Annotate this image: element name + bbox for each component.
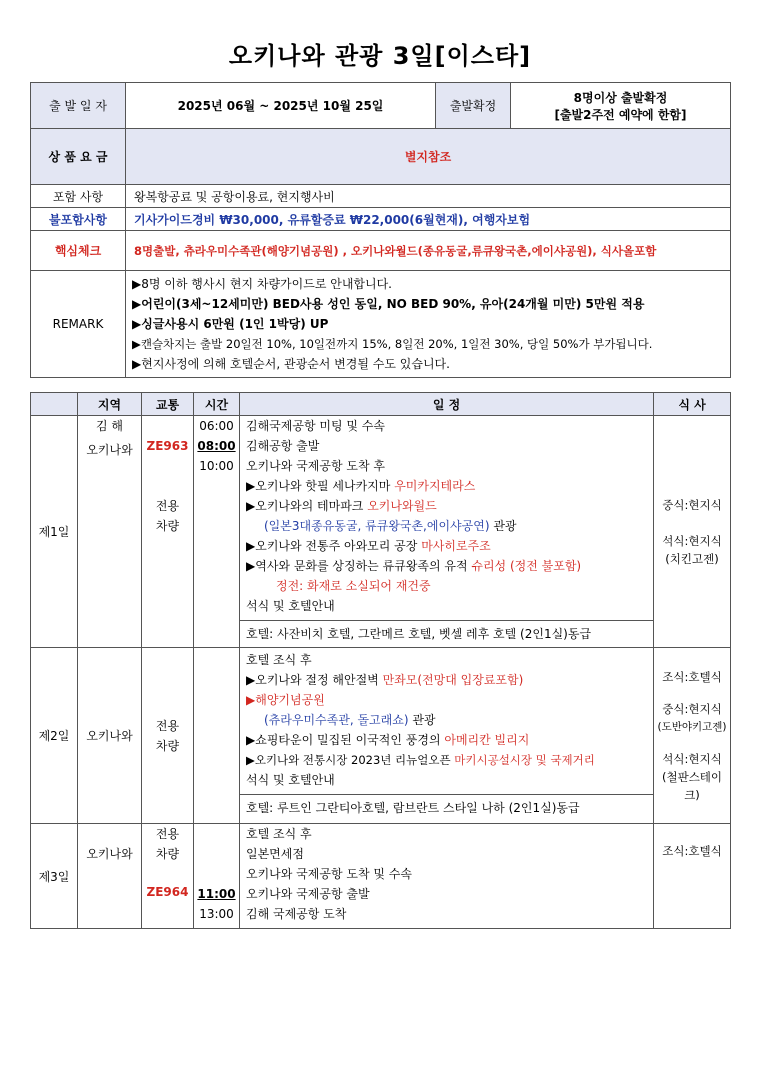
meal-line: 조식:호텔식	[662, 669, 722, 684]
day2-transport1: 전용	[155, 718, 180, 733]
day2-time	[194, 648, 240, 824]
schedule-line: 김해공항 출발	[246, 439, 320, 453]
day1-time3: 10:00	[199, 459, 234, 473]
schedule-line	[246, 730, 647, 750]
remark-list	[126, 271, 731, 378]
day3-transport1: 전용	[155, 827, 180, 841]
col-meal: 식 사	[654, 393, 731, 416]
remark-label: REMARK	[31, 271, 126, 378]
include-value: 왕복항공료 및 공항이용료, 현지행사비	[126, 185, 731, 208]
day3-time1: 11:00	[197, 887, 236, 901]
schedule-line: 오키나와 국제공항 도착 및 수속	[246, 867, 412, 881]
day1-flight: ZE963	[146, 439, 189, 453]
schedule-line	[246, 536, 647, 556]
exclude-label: 불포함사항	[31, 208, 126, 231]
day3-time2: 13:00	[199, 907, 234, 921]
remark-item: ▶어린이(3세~12세미만) BED사용 성인 동일, NO BED 90%, 유아(24개월 미만) 5만원 적용	[132, 297, 645, 311]
schedule-text: ▶오키나와 전통시장 2023년 리뉴얼오픈	[246, 753, 455, 767]
schedule-line	[246, 750, 647, 770]
include-label: 포함 사항	[31, 185, 126, 208]
schedule-text: ▶오키나와 전통주 아와모리 공장	[246, 539, 422, 553]
schedule-highlight: (일본3대종유동굴, 류큐왕국촌,에이샤공연)	[264, 519, 490, 533]
meal-line: (도반야키고젠)	[657, 720, 727, 733]
remark-item: ▶8명 이하 행사시 현지 차량가이드로 안내합니다.	[132, 277, 392, 291]
confirm-label: 출발확정	[436, 83, 511, 129]
day1-region2: 오키나와	[86, 443, 133, 457]
schedule-line: 호텔 조식 후	[246, 827, 312, 841]
schedule-line	[246, 516, 647, 536]
day1-label: 제1일	[31, 416, 78, 648]
day3-flight: ZE964	[146, 885, 189, 899]
meal-line: 석식:현지식	[662, 751, 722, 766]
meal-line: (치킨고젠)	[665, 551, 719, 566]
day1-region1: 김 해	[96, 419, 123, 433]
schedule-highlight: (츄라우미수족관, 돌고래쇼)	[264, 713, 409, 727]
schedule-text: ▶오키나와의 테마파크	[246, 499, 368, 513]
schedule-line	[246, 496, 647, 516]
col-region: 지역	[78, 393, 142, 416]
info-table	[30, 82, 731, 378]
schedule-line: 석식 및 호텔안내	[246, 773, 335, 787]
departure-label: 출 발 일 자	[31, 83, 126, 129]
schedule-highlight: 슈리성 (정전 불포함)	[471, 559, 582, 573]
schedule-text: ▶역사와 문화를 상징하는 류큐왕족의 유적	[246, 559, 472, 573]
schedule-text: ▶쇼핑타운이 밀집된 이국적인 풍경의	[246, 733, 445, 747]
schedule-line	[246, 556, 647, 576]
schedule-line: 석식 및 호텔안내	[246, 599, 335, 613]
schedule-highlight: 오키나와월드	[367, 499, 437, 513]
price-label: 상 품 요 금	[31, 129, 126, 185]
col-transport: 교통	[142, 393, 194, 416]
day2-transport	[142, 648, 194, 824]
confirm-value	[511, 83, 731, 129]
confirm-line2: [출발2주전 예약에 한함]	[554, 107, 687, 122]
core-value: 8명출발, 츄라우미수족관(해양기념공원) , 오키나와월드(종유동굴,류큐왕국촌,에이샤공원), 식사올포함	[126, 231, 731, 271]
meal-line: (철판스테이	[661, 769, 723, 784]
day2-hotel: 호텔: 루트인 그란티아호텔, 람브란트 스타일 나하 (2인1실)동급	[240, 794, 653, 821]
day1-time2: 08:00	[197, 439, 236, 453]
day3-meal	[654, 824, 731, 929]
schedule-line: 김해국제공항 미팅 및 수속	[246, 419, 385, 433]
day2-meal	[654, 648, 731, 824]
schedule-highlight: 우미카지테라스	[394, 479, 476, 493]
price-value: 별지참조	[126, 129, 731, 185]
exclude-value: 기사가이드경비 ₩30,000, 유류할증료 ₩22,000(6월현재), 여행자보험	[126, 208, 731, 231]
itinerary-table	[30, 392, 731, 929]
schedule-line	[246, 670, 647, 690]
day3-transport2: 차량	[155, 847, 180, 861]
day1-transport1: 전용	[155, 499, 180, 513]
schedule-line	[246, 476, 647, 496]
departure-value: 2025년 06월 ~ 2025년 10월 25일	[126, 83, 436, 129]
remark-item: ▶현지사정에 의해 호텔순서, 관광순서 변경될 수도 있습니다.	[132, 357, 450, 371]
schedule-highlight: 마사히로주조	[421, 539, 491, 553]
col-day	[31, 393, 78, 416]
schedule-line: 일본면세점	[246, 847, 304, 861]
day3-schedule	[240, 824, 654, 929]
schedule-line: 오키나와 국제공항 출발	[246, 887, 370, 901]
meal-line: 중식:현지식	[662, 701, 722, 716]
day1-schedule	[240, 416, 654, 648]
meal-line: 크)	[684, 787, 700, 802]
meal-line: 중식:현지식	[662, 497, 722, 512]
schedule-line	[246, 710, 647, 730]
day3-region: 오키나와	[78, 824, 142, 929]
schedule-highlight: 만좌모(전망대 입장료포함)	[382, 673, 524, 687]
remark-item: ▶캔슬차지는 출발 20일전 10%, 10일전까지 15%, 8일전 20%, 1일전 30%, 당일 50%가 부가됩니다.	[132, 337, 653, 351]
schedule-line: ▶해양기념공원	[246, 693, 325, 707]
schedule-line: 오키나와 국제공항 도착 후	[246, 459, 385, 473]
core-label: 핵심체크	[31, 231, 126, 271]
day1-region	[78, 416, 142, 648]
day3-transport	[142, 824, 194, 929]
schedule-text: 관광	[408, 713, 436, 727]
schedule-line: 정전: 화재로 소실되어 재건중	[276, 579, 431, 593]
schedule-line: 호텔 조식 후	[246, 653, 312, 667]
day3-time	[194, 824, 240, 929]
confirm-line1: 8명이상 출발확정	[573, 90, 668, 105]
day2-region: 오키나와	[78, 648, 142, 824]
day3-label: 제3일	[31, 824, 78, 929]
schedule-text: 관광	[489, 519, 517, 533]
schedule-text: ▶오키나와 핫필 세나카지마	[246, 479, 395, 493]
schedule-line: 김해 국제공항 도착	[246, 907, 347, 921]
day1-transport	[142, 416, 194, 648]
schedule-text: ▶오키나와 절정 해안절벽	[246, 673, 383, 687]
day1-meal	[654, 416, 731, 648]
day1-hotel: 호텔: 사잔비치 호텔, 그란메르 호텔, 벳셀 레후 호텔 (2인1실)동급	[240, 620, 653, 647]
day1-time1: 06:00	[199, 419, 234, 433]
remark-item: ▶싱글사용시 6만원 (1인 1박당) UP	[132, 317, 329, 331]
page-title: 오키나와 관광 3일[이스타]	[228, 42, 532, 70]
schedule-highlight: 아메리칸 빌리지	[444, 733, 530, 747]
day2-schedule	[240, 648, 654, 824]
day1-transport2: 차량	[155, 519, 180, 533]
meal-line: 조식:호텔식	[662, 844, 722, 858]
day2-transport2: 차량	[155, 738, 180, 753]
meal-line: 석식:현지식	[662, 533, 722, 548]
day2-label: 제2일	[31, 648, 78, 824]
day1-time	[194, 416, 240, 648]
schedule-highlight: 마키시공설시장 및 국제거리	[454, 753, 595, 767]
col-time: 시간	[194, 393, 240, 416]
col-schedule: 일 정	[240, 393, 654, 416]
